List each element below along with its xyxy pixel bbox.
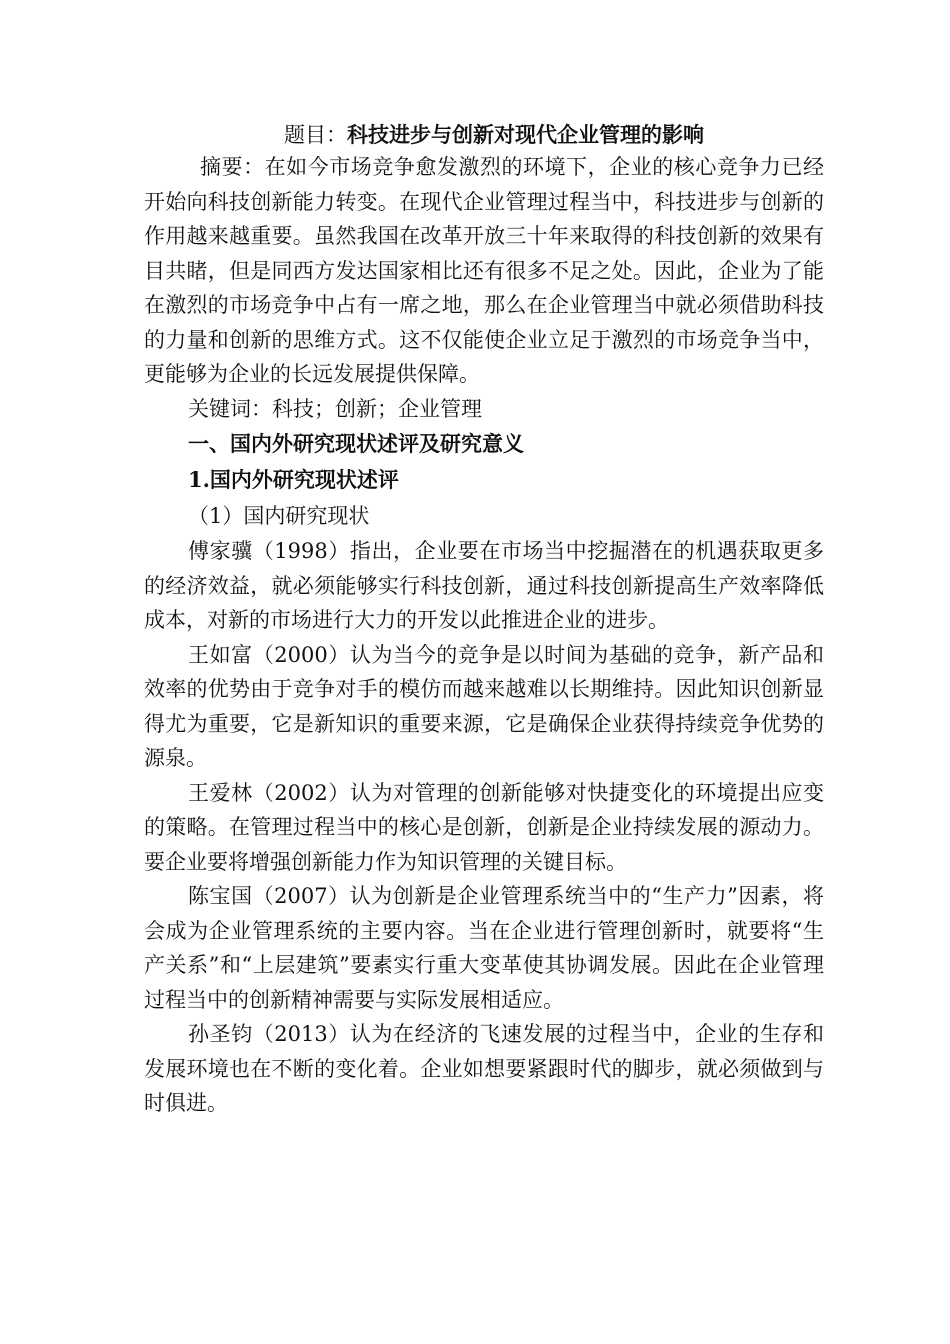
sub-subheading: （1）国内研究现状 [188, 504, 370, 528]
body-paragraph: 傅家骥（1998）指出，企业要在市场当中挖掘潜在的机遇获取更多的经济效益，就必须能够实行科技创新，通过科技创新提高生产效率降低成本，对新的市场进行大力的开发以此推进企业的进步。 [144, 539, 824, 632]
body-paragraph: 王如富（2000）认为当今的竞争是以时间为基础的竞争，新产品和效率的优势由于竞争对手的模仿而越来越难以长期维持。因此知识创新显得尤为重要，它是新知识的重要来源，它是确保企业获得持续竞争优势的源泉。 [144, 642, 824, 770]
subsection-heading: 1.国内外研究现状述评 [188, 467, 399, 492]
body-paragraph: 孙圣钧（2013）认为在经济的飞速发展的过程当中，企业的生存和发展环境也在不断的变化着。企业如想要紧跟时代的脚步，就必须做到与时俱进。 [144, 1022, 824, 1115]
keywords-line: 关键词：科技；创新；企业管理 [188, 396, 482, 421]
title-prefix: 题目： [284, 123, 347, 147]
title-text: 科技进步与创新对现代企业管理的影响 [347, 122, 704, 147]
document-title [144, 120, 824, 150]
section-heading: 一、国内外研究现状述评及研究意义 [188, 431, 524, 456]
body-paragraph: 王爱林（2002）认为对管理的创新能够对快捷变化的环境提出应变的策略。在管理过程当中的核心是创新，创新是企业持续发展的源动力。要企业要将增强创新能力作为知识管理的关键目标。 [144, 780, 824, 874]
document-page [144, 120, 824, 1121]
abstract-paragraph: 摘要：在如今市场竞争愈发激烈的环境下，企业的核心竞争力已经开始向科技创新能力转变。在现代企业管理过程当中，科技进步与创新的作用越来越重要。虽然我国在改革开放三十年来取得的科技创新的效果有目共睹，但是同西方发达国家相比还有很多不足之处。因此，企业为了能在激烈的市场竞争中占有一席之地，那么在企业管理当中就必须借助科技的力量和创新的思维方式。这不仅能使企业立足于激烈的市场竞争当中，更能够为企业的长远发展提供保障。 [144, 155, 824, 386]
body-paragraph: 陈宝国（2007）认为创新是企业管理系统当中的“生产力”因素，将会成为企业管理系统的主要内容。当在企业进行管理创新时，就要将“生产关系”和“上层建筑”要素实行重大变革使其协调发展。因此在企业管理过程当中的创新精神需要与实际发展相适应。 [144, 884, 824, 1012]
